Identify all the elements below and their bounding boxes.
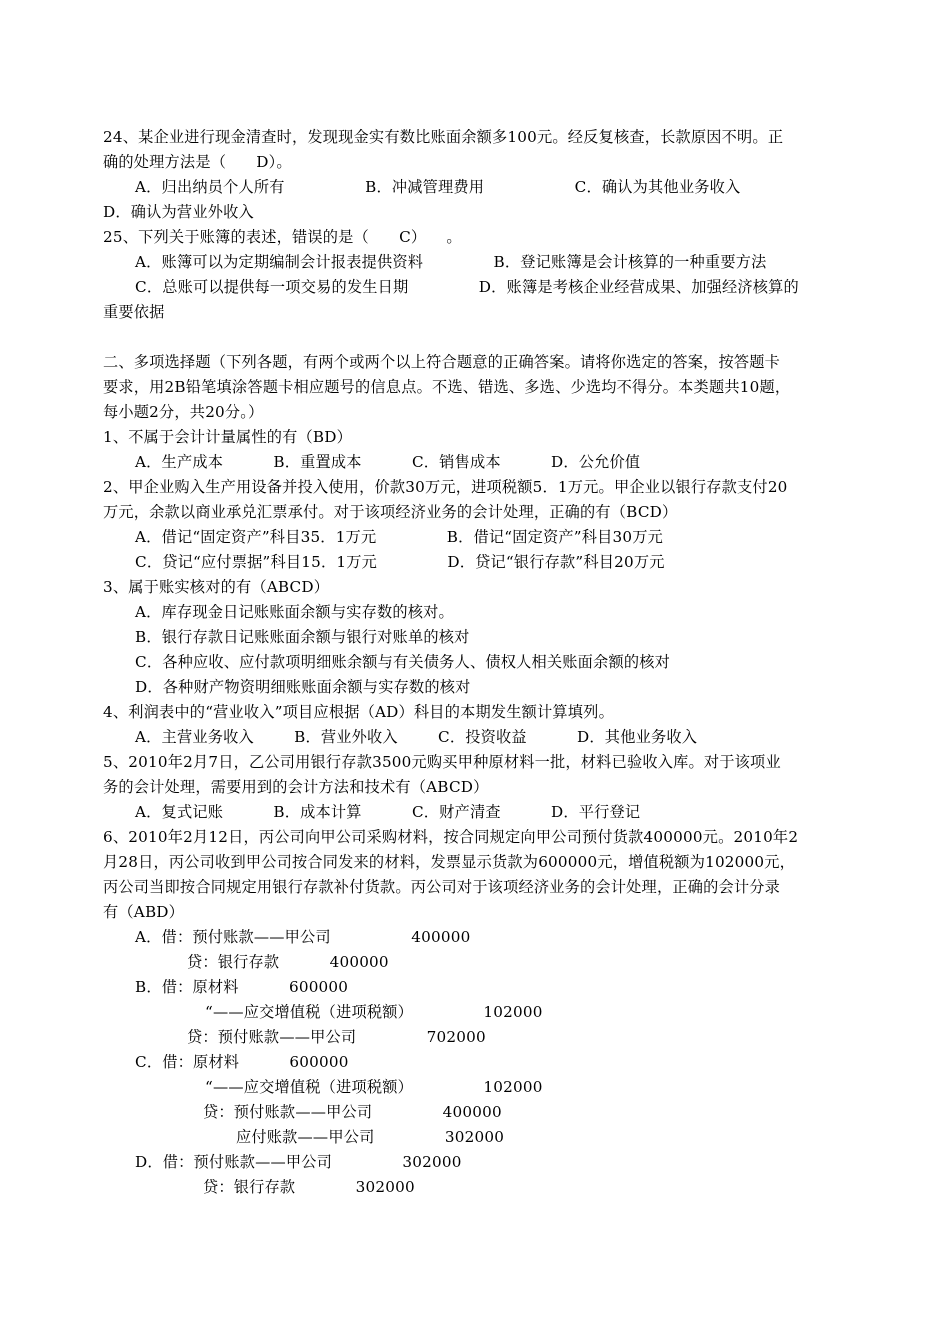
q25-options-ab: A．账簿可以为定期编制会计报表提供资料 B．登记账簿是会计核算的一种重要方法 [135, 253, 767, 271]
m4-options: A．主营业务收入 B．营业外收入 C．投资收益 D．其他业务收入 [135, 728, 698, 746]
m2-stem-line2: 万元，余款以商业承兑汇票承付。对于该项经济业务的会计处理，正确的有（BCD） [103, 503, 678, 521]
m2-stem-line1: 2、甲企业购入生产用设备并投入使用，价款30万元，进项税额5．1万元。甲企业以银行存款支付20 [103, 478, 788, 496]
m6-a-debit: A．借：预付账款——甲公司 400000 [135, 928, 471, 946]
m5-stem-line1: 5、2010年2月7日，乙公司用银行存款3500元购买甲种原材料一批，材料已验收入库。对于该项业 [103, 753, 781, 771]
m3-option-a: A．库存现金日记账账面余额与实存数的核对。 [135, 603, 454, 621]
m6-d-debit: D．借：预付账款——甲公司 302000 [135, 1153, 462, 1171]
m6-b-debit-vat: “——应交增值税（进项税额） 102000 [205, 1003, 543, 1021]
m6-a-credit: 贷：银行存款 400000 [187, 953, 389, 971]
m6-c-credit2: 应付账款——甲公司 302000 [236, 1128, 505, 1146]
q25-options-cd: C．总账可以提供每一项交易的发生日期 D．账簿是考核企业经营成果、加强经济核算的 [135, 278, 799, 296]
m6-stem-line3: 丙公司当即按合同规定用银行存款补付货款。丙公司对于该项经济业务的会计处理，正确的会计分录 [103, 878, 781, 896]
m6-stem-line2: 月28日，丙公司收到甲公司按合同发来的材料，发票显示货款为600000元，增值税额为102000元， [103, 853, 796, 871]
m2-options-ab: A．借记“固定资产”科目35．1万元 B．借记“固定资产”科目30万元 [135, 528, 663, 546]
m6-b-credit: 贷：预付账款——甲公司 702000 [187, 1028, 486, 1046]
m6-stem-line1: 6、2010年2月12日，丙公司向甲公司采购材料，按合同规定向甲公司预付货款400000元。2010年2 [103, 828, 799, 846]
q24-stem-line1: 24、某企业进行现金清查时，发现现金实有数比账面余额多100元。经反复核查，长款原因不明。正 [103, 128, 784, 146]
m5-stem-line2: 务的会计处理，需要用到的会计方法和技术有（ABCD） [103, 778, 489, 796]
m6-b-debit: B．借：原材料 600000 [135, 978, 349, 996]
m6-c-credit1: 贷：预付账款——甲公司 400000 [203, 1103, 502, 1121]
section2-heading-line1: 二、多项选择题（下列各题，有两个或两个以上符合题意的正确答案。请将你选定的答案，按答题卡 [103, 353, 781, 371]
m4-stem: 4、利润表中的“营业收入”项目应根据（AD）科目的本期发生额计算填列。 [103, 703, 614, 721]
q24-stem-line2: 确的处理方法是（ D）。 [103, 153, 292, 171]
m3-option-b: B．银行存款日记账账面余额与银行对账单的核对 [135, 628, 470, 646]
section2-heading-line2: 要求，用2B铅笔填涂答题卡相应题号的信息点。不选、错选、多选、少选均不得分。本类题共10题， [103, 378, 791, 396]
m6-d-credit: 贷：银行存款 302000 [203, 1178, 415, 1196]
q24-options-abc: A．归出纳员个人所有 B．冲减管理费用 C．确认为其他业务收入 [135, 178, 741, 196]
q25-option-d-cont: 重要依据 [103, 303, 165, 321]
m6-stem-line4: 有（ABD） [103, 903, 185, 921]
m1-options: A．生产成本 B．重置成本 C．销售成本 D．公允价值 [135, 453, 641, 471]
m3-option-d: D．各种财产物资明细账账面余额与实存数的核对 [135, 678, 471, 696]
m6-c-debit-vat: “——应交增值税（进项税额） 102000 [205, 1078, 543, 1096]
m1-stem: 1、不属于会计计量属性的有（BD） [103, 428, 353, 446]
section2-heading-line3: 每小题2分，共20分。） [103, 403, 264, 421]
m3-option-c: C．各种应收、应付款项明细账余额与有关债务人、债权人相关账面余额的核对 [135, 653, 670, 671]
q24-option-d: D．确认为营业外收入 [103, 203, 254, 221]
m6-c-debit: C．借：原材料 600000 [135, 1053, 349, 1071]
m3-stem: 3、属于账实核对的有（ABCD） [103, 578, 330, 596]
q25-stem: 25、下列关于账簿的表述，错误的是（ C） 。 [103, 228, 462, 246]
blank-line [103, 325, 950, 350]
m2-options-cd: C．贷记“应付票据”科目15．1万元 D．贷记“银行存款”科目20万元 [135, 553, 665, 571]
m5-options: A．复式记账 B．成本计算 C．财产清查 D．平行登记 [135, 803, 641, 821]
